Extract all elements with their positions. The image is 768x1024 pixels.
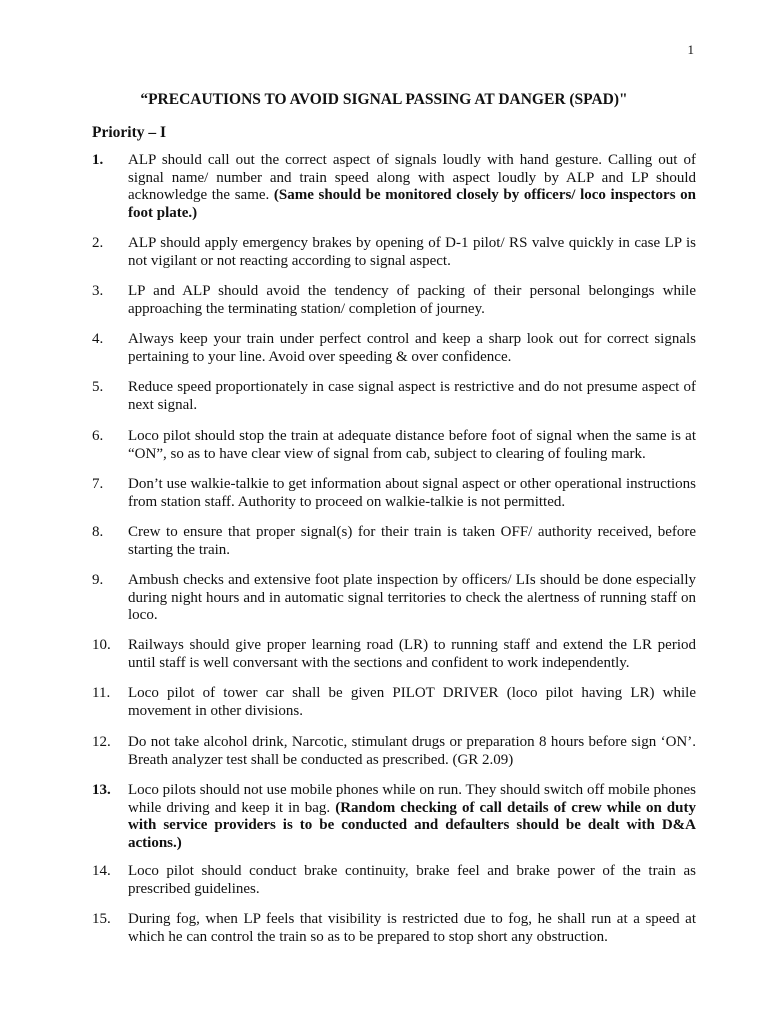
- item-text: During fog, when LP feels that visibility is restricted due to fog, he shall run at a speed at which he can control the train so as to be prepared to stop short any obstruction.: [128, 911, 696, 945]
- item-number: 2.: [92, 235, 104, 251]
- item-text: Always keep your train under perfect control and keep a sharp look out for correct signals pertaining to your line. Avoid over speeding & over confidence.: [128, 331, 696, 365]
- item-text: Loco pilots should not use mobile phones while on run. They should switch off mobile phones while driving and keep it in bag. (Random checking of call details of crew while on duty with service providers is to be conducted and defaulters should be dealt with D&A actions.): [128, 782, 696, 851]
- item-number: 9.: [92, 572, 104, 588]
- list-item: [92, 152, 696, 222]
- item-text: Do not take alcohol drink, Narcotic, stimulant drugs or preparation 8 hours before sign ‘ON’. Breath analyzer test shall be conducted as prescribed. (GR 2.09): [128, 734, 696, 768]
- item-text: Ambush checks and extensive foot plate inspection by officers/ LIs should be done especially during night hours and in automatic signal territories to check the alertness of running staff on loco.: [128, 572, 696, 623]
- list-item: [92, 911, 696, 946]
- item-number: 10.: [92, 637, 111, 653]
- list-item: [92, 331, 696, 366]
- list-item: [92, 572, 696, 625]
- item-number: 13.: [92, 782, 111, 798]
- item-text: Reduce speed proportionately in case signal aspect is restrictive and do not presume aspect of next signal.: [128, 379, 696, 413]
- item-text: Loco pilot of tower car shall be given PILOT DRIVER (loco pilot having LR) while movement in other divisions.: [128, 685, 696, 719]
- item-number: 11.: [92, 685, 111, 701]
- item-text: Crew to ensure that proper signal(s) for their train is taken OFF/ authority received, before starting the train.: [128, 524, 696, 558]
- item-text: Don’t use walkie-talkie to get information about signal aspect or other operational instructions from station staff. Authority to proceed on walkie-talkie is not permitted.: [128, 476, 696, 510]
- item-number: 12.: [92, 734, 111, 750]
- list-item: [92, 685, 696, 720]
- list-item: [92, 637, 696, 672]
- document-title: “PRECAUTIONS TO AVOID SIGNAL PASSING AT DANGER (SPAD)": [140, 91, 628, 108]
- list-item: [92, 734, 696, 769]
- item-number: 7.: [92, 476, 104, 492]
- item-bold-note: (Random checking of call details of crew while on duty with service providers is to be conducted and defaulters should be dealt with D&A actions.): [128, 799, 696, 851]
- list-item: [92, 428, 696, 463]
- item-text: Railways should give proper learning road (LR) to running staff and extend the LR period until staff is well conversant with the sections and confident to work independently.: [128, 637, 696, 671]
- item-number: 4.: [92, 331, 104, 347]
- priority-heading: Priority – I: [92, 124, 167, 141]
- list-item: [92, 524, 696, 559]
- item-text: ALP should apply emergency brakes by opening of D-1 pilot/ RS valve quickly in case LP is not vigilant or not reacting according to signal aspect.: [128, 235, 696, 269]
- list-item: [92, 283, 696, 318]
- list-item: [92, 476, 696, 511]
- item-number: 1.: [92, 152, 104, 168]
- list-item: [92, 379, 696, 414]
- item-number: 6.: [92, 428, 104, 444]
- item-number: 15.: [92, 911, 111, 927]
- item-text: Loco pilot should stop the train at adequate distance before foot of signal when the same is at “ON”, so as to have clear view of signal from cab, subject to clearing of fouling mark.: [128, 428, 696, 462]
- item-text: ALP should call out the correct aspect of signals loudly with hand gesture. Calling out of signal name/ number and train speed along with aspect loudly by ALP and LP should acknowledge the same. (Same should be monitored closely by officers/ loco inspectors on foot plate.): [128, 152, 696, 221]
- item-number: 14.: [92, 863, 111, 879]
- list-item: [92, 782, 696, 852]
- item-text: Loco pilot should conduct brake continuity, brake feel and brake power of the train as prescribed guidelines.: [128, 863, 696, 897]
- item-number: 8.: [92, 524, 104, 540]
- page-number: 1: [687, 42, 694, 57]
- item-number: 3.: [92, 283, 104, 299]
- item-text: LP and ALP should avoid the tendency of packing of their personal belongings while approaching the terminating station/ completion of journey.: [128, 283, 696, 317]
- item-number: 5.: [92, 379, 104, 395]
- list-item: [92, 863, 696, 898]
- item-bold-note: (Same should be monitored closely by officers/ loco inspectors on foot plate.): [128, 187, 696, 221]
- list-item: [92, 235, 696, 270]
